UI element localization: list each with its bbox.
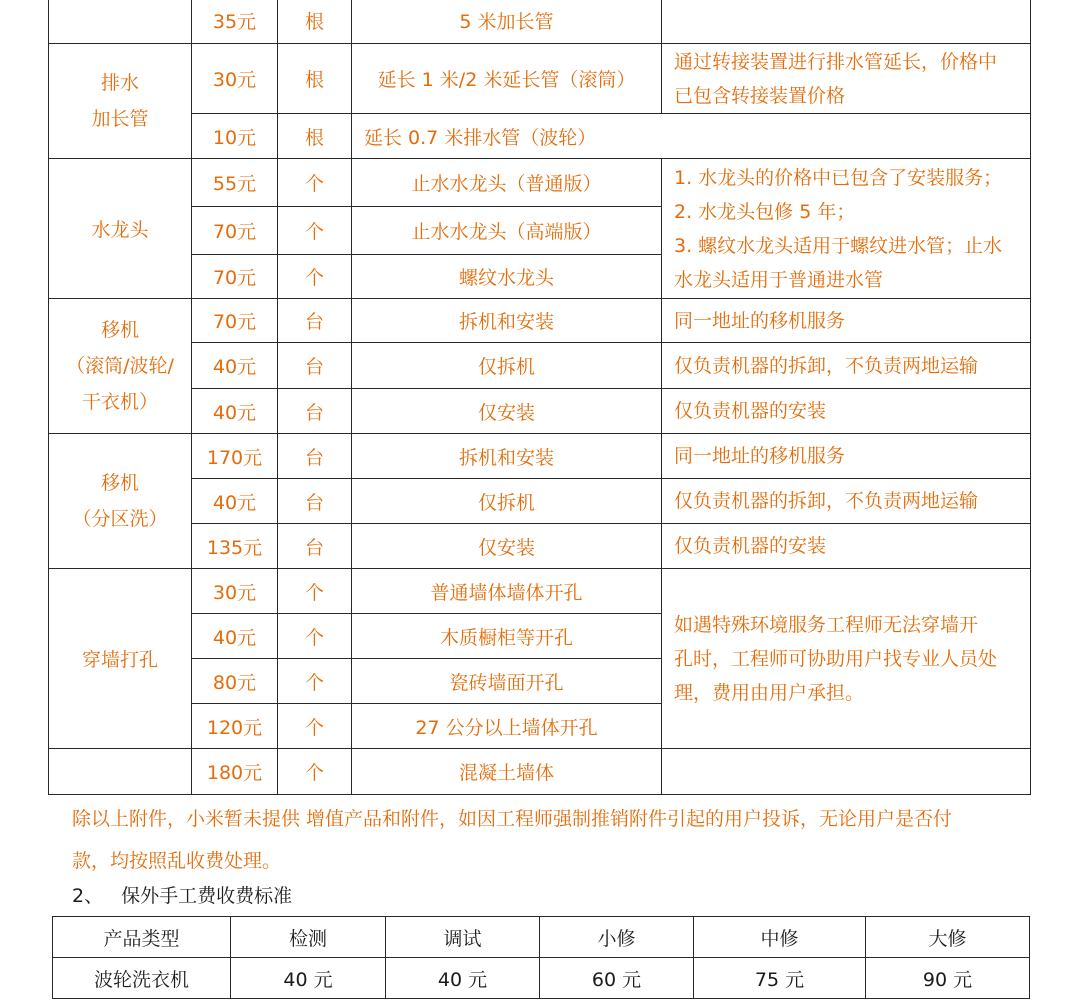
unit-cell: 个	[278, 159, 352, 207]
item-cell: 仅安装	[352, 389, 662, 434]
product-cell: 波轮洗衣机	[53, 958, 231, 999]
header-cell: 大修	[866, 917, 1030, 958]
price-cell: 70元	[192, 255, 278, 299]
table-row	[49, 479, 1031, 524]
value-cell: 90 元	[866, 958, 1030, 999]
section-number: 2、	[72, 885, 104, 907]
category-line: 移机	[100, 319, 139, 341]
unit-cell: 台	[278, 299, 352, 343]
header-cell: 调试	[386, 917, 540, 958]
table-row	[53, 958, 1030, 999]
category-line: （滚筒/波轮/	[66, 355, 174, 377]
category-line: 排水	[100, 72, 139, 94]
category-line: 干衣机）	[81, 391, 158, 413]
header-cell: 产品类型	[53, 917, 231, 958]
price-cell: 40元	[192, 614, 278, 659]
value-cell: 40 元	[231, 958, 386, 999]
category-cell-move-zoned	[49, 434, 192, 569]
item-cell: 普通墙体墙体开孔	[352, 569, 662, 614]
note-line: 已包含转接装置价格	[674, 84, 846, 107]
note-cell: 同一地址的移机服务	[662, 299, 1031, 343]
table-row	[49, 389, 1031, 434]
unit-cell: 个	[278, 255, 352, 299]
table-row	[49, 434, 1031, 479]
note-line: 水龙头适用于普通进水管	[674, 268, 884, 291]
header-cell: 中修	[694, 917, 866, 958]
table-row	[49, 524, 1031, 569]
category-cell-drain	[49, 44, 192, 159]
note-cell-empty	[662, 0, 1031, 44]
unit-cell: 个	[278, 207, 352, 255]
footnote	[72, 798, 1032, 882]
unit-cell: 根	[278, 44, 352, 114]
note-cell-empty	[662, 749, 1031, 795]
note-cell-faucet	[662, 159, 1031, 299]
item-cell: 仅安装	[352, 524, 662, 569]
price-cell: 80元	[192, 659, 278, 704]
note-cell: 仅负责机器的安装	[662, 389, 1031, 434]
price-cell: 70元	[192, 299, 278, 343]
header-cell: 检测	[231, 917, 386, 958]
unit-cell: 根	[278, 0, 352, 44]
table-header-row	[53, 917, 1030, 958]
category-line: 加长管	[91, 108, 149, 130]
note-cell-wall	[662, 569, 1031, 749]
value-cell: 60 元	[540, 958, 694, 999]
unit-cell: 个	[278, 749, 352, 795]
category-cell-empty	[49, 749, 192, 795]
unit-cell: 个	[278, 569, 352, 614]
category-cell-faucet: 水龙头	[49, 159, 192, 299]
note-cell: 仅负责机器的安装	[662, 524, 1031, 569]
item-cell: 止水水龙头（高端版）	[352, 207, 662, 255]
category-line: （分区洗）	[72, 508, 168, 530]
value-cell: 40 元	[386, 958, 540, 999]
note-cell: 仅负责机器的拆卸，不负责两地运输	[662, 343, 1031, 389]
table-row	[49, 0, 1031, 44]
table-row	[49, 114, 1031, 159]
item-cell: 木质橱柜等开孔	[352, 614, 662, 659]
note-line: 通过转接装置进行排水管延长，价格中	[674, 50, 998, 73]
note-cell: 仅负责机器的拆卸，不负责两地运输	[662, 479, 1031, 524]
table-row	[49, 569, 1031, 614]
category-cell-empty	[49, 0, 192, 44]
item-cell: 延长 0.7 米排水管（波轮）	[352, 114, 1031, 159]
unit-cell: 台	[278, 389, 352, 434]
header-cell: 小修	[540, 917, 694, 958]
item-cell: 27 公分以上墙体开孔	[352, 704, 662, 749]
table-row	[49, 343, 1031, 389]
category-cell-wall: 穿墙打孔	[49, 569, 192, 749]
price-cell: 55元	[192, 159, 278, 207]
section-heading	[72, 880, 292, 912]
price-cell: 35元	[192, 0, 278, 44]
price-cell: 120元	[192, 704, 278, 749]
table-row	[49, 159, 1031, 207]
unit-cell: 台	[278, 524, 352, 569]
note-line: 如遇特殊环境服务工程师无法穿墙开	[674, 613, 979, 636]
price-cell: 30元	[192, 569, 278, 614]
table-row	[49, 299, 1031, 343]
note-cell: 同一地址的移机服务	[662, 434, 1031, 479]
note-cell-drain	[662, 44, 1031, 114]
unit-cell: 根	[278, 114, 352, 159]
price-cell: 170元	[192, 434, 278, 479]
table-row	[49, 44, 1031, 114]
unit-cell: 个	[278, 704, 352, 749]
note-line: 3. 螺纹水龙头适用于螺纹进水管；止水	[674, 234, 1003, 257]
item-cell: 拆机和安装	[352, 434, 662, 479]
category-line: 移机	[100, 472, 139, 494]
price-cell: 40元	[192, 343, 278, 389]
footnote-line: 款，均按照乱收费处理。	[72, 850, 282, 872]
item-cell: 拆机和安装	[352, 299, 662, 343]
item-cell: 螺纹水龙头	[352, 255, 662, 299]
item-cell: 5 米加长管	[352, 0, 662, 44]
item-cell: 延长 1 米/2 米延长管（滚筒）	[352, 44, 662, 114]
section-title: 保外手工费收费标准	[121, 885, 293, 907]
note-line: 孔时，工程师可协助用户找专业人员处	[674, 647, 998, 670]
value-cell: 75 元	[694, 958, 866, 999]
price-cell: 40元	[192, 389, 278, 434]
labor-fee-table	[52, 916, 1030, 999]
unit-cell: 台	[278, 434, 352, 479]
footnote-line: 除以上附件，小米暂未提供 增值产品和附件，如因工程师强制推销附件引起的用户投诉，无论用户是否付	[72, 808, 953, 830]
price-cell: 40元	[192, 479, 278, 524]
item-cell: 瓷砖墙面开孔	[352, 659, 662, 704]
note-line: 理，费用由用户承担。	[674, 681, 865, 704]
item-cell: 止水水龙头（普通版）	[352, 159, 662, 207]
accessory-fee-table	[48, 0, 1031, 795]
price-cell: 70元	[192, 207, 278, 255]
note-line: 2. 水龙头包修 5 年；	[674, 200, 856, 223]
item-cell: 仅拆机	[352, 343, 662, 389]
price-cell: 135元	[192, 524, 278, 569]
item-cell: 仅拆机	[352, 479, 662, 524]
table-row	[49, 749, 1031, 795]
unit-cell: 个	[278, 614, 352, 659]
unit-cell: 台	[278, 343, 352, 389]
category-cell-move	[49, 299, 192, 434]
unit-cell: 台	[278, 479, 352, 524]
price-cell: 180元	[192, 749, 278, 795]
price-cell: 10元	[192, 114, 278, 159]
item-cell: 混凝土墙体	[352, 749, 662, 795]
price-cell: 30元	[192, 44, 278, 114]
note-line: 1. 水龙头的价格中已包含了安装服务；	[674, 166, 1003, 189]
unit-cell: 个	[278, 659, 352, 704]
